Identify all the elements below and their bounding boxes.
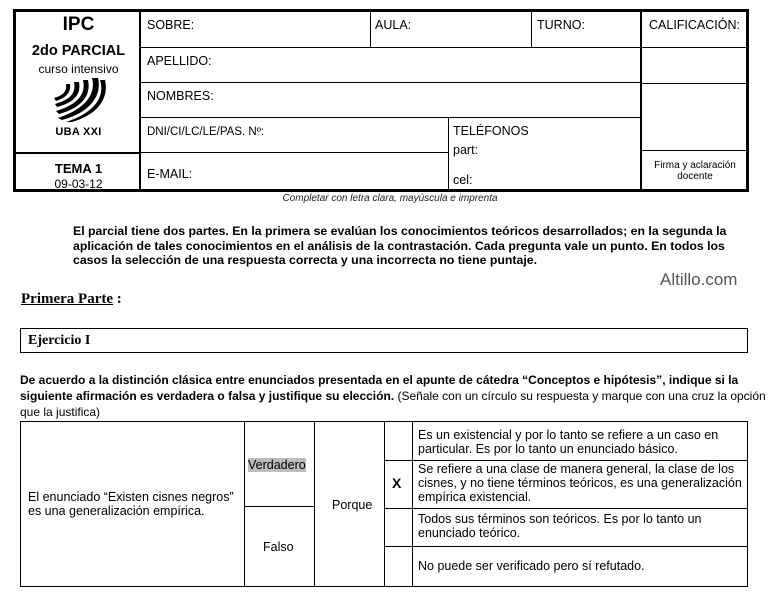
divider <box>384 546 748 547</box>
option-mark[interactable]: X <box>392 475 402 491</box>
divider <box>531 12 532 48</box>
statement-text: El enunciado “Existen cisnes negros” es una generalización empírica. <box>28 490 234 518</box>
option-verdadero[interactable] <box>248 458 306 472</box>
porque-label: Porque <box>332 498 373 512</box>
justification-option[interactable]: Se refiere a una clase de manera general, la clase de los cisnes, y no tiene términos teóricos, es una generalización empírica existencial. <box>418 462 742 504</box>
field-apellido[interactable]: APELLIDO: <box>147 54 212 68</box>
field-cel[interactable]: cel: <box>453 173 473 187</box>
divider <box>370 12 371 48</box>
field-part[interactable]: part: <box>453 143 479 157</box>
firma-label: Firma y aclaración docente <box>654 160 736 182</box>
field-calificacion[interactable]: CALIFICACIÓN: <box>649 18 740 32</box>
divider <box>139 152 448 153</box>
divider <box>139 117 640 118</box>
divider <box>384 460 748 461</box>
header-form <box>13 9 749 192</box>
section-title-text: Primera Parte <box>21 291 114 307</box>
section-title <box>21 291 122 308</box>
divider <box>139 47 746 48</box>
divider <box>16 152 139 154</box>
uba-logo-icon <box>52 78 108 122</box>
header-title: IPC <box>62 14 95 35</box>
course-type: curso intensivo <box>38 62 119 76</box>
justification-option[interactable]: Todos sus términos son teóricos. Es por lo tanto un enunciado teórico. <box>418 512 702 540</box>
field-email[interactable]: E-MAIL: <box>147 167 193 181</box>
divider <box>139 82 640 83</box>
divider <box>642 150 746 151</box>
question-instruction: (Señale con un círculo su respuesta y marque con una cruz la opción que la justifica) <box>20 389 766 419</box>
divider <box>139 12 141 189</box>
divider <box>244 506 314 507</box>
exam-date: 09-03-12 <box>54 177 103 191</box>
section-title-suffix: : <box>113 291 122 307</box>
answer-table <box>20 421 748 587</box>
field-turno[interactable]: TURNO: <box>537 18 585 32</box>
divider <box>412 422 413 586</box>
question-bold: De acuerdo a la distinción clásica entre enunciados presentada en el apunte de cátedra “Conceptos e hipótesis”, indique si la siguiente afirmación es verdadera o falsa y justifique su elección. <box>20 373 739 403</box>
exercise-label: Ejercicio I <box>28 333 91 348</box>
logo-text: UBA XXI <box>55 126 102 138</box>
divider <box>384 422 385 586</box>
exercise-header <box>20 328 748 353</box>
divider <box>640 12 642 189</box>
field-nombres[interactable]: NOMBRES: <box>147 89 214 103</box>
field-sobre[interactable]: SOBRE: <box>147 18 195 32</box>
field-aula[interactable]: AULA: <box>375 18 412 32</box>
exercise-question <box>20 372 780 420</box>
divider <box>384 508 748 509</box>
intro-text: El parcial tiene dos partes. En la primera se evalúan los conocimientos teóricos desarrollados; en la segunda la aplicación de tales conocimientos en el análisis de la contrastación. Cada pregunta vale un punto. En todos los casos la selección de una respuesta correcta y una incorrecta no tiene puntaje. <box>73 224 727 267</box>
form-note: Completar con letra clara, mayúscula e imprenta <box>282 193 498 204</box>
exam-name: 2do PARCIAL <box>31 43 126 59</box>
verdadero-label: Verdadero <box>248 458 306 472</box>
watermark: Altillo.com <box>660 270 738 289</box>
divider <box>244 422 245 586</box>
justification-option[interactable]: No puede ser verificado pero sí refutado. <box>418 559 645 573</box>
option-falso[interactable]: Falso <box>263 540 294 554</box>
justification-option[interactable]: Es un existencial y por lo tanto se refiere a un caso en particular. Es por lo tanto un enunciado básico. <box>418 428 719 456</box>
divider <box>642 83 746 84</box>
divider <box>314 422 315 586</box>
field-telefonos: TELÉFONOS <box>453 124 529 138</box>
field-documento[interactable]: DNI/CI/LC/LE/PAS. Nº: <box>147 126 265 138</box>
tema-label: TEMA 1 <box>54 161 103 176</box>
divider <box>448 118 449 189</box>
